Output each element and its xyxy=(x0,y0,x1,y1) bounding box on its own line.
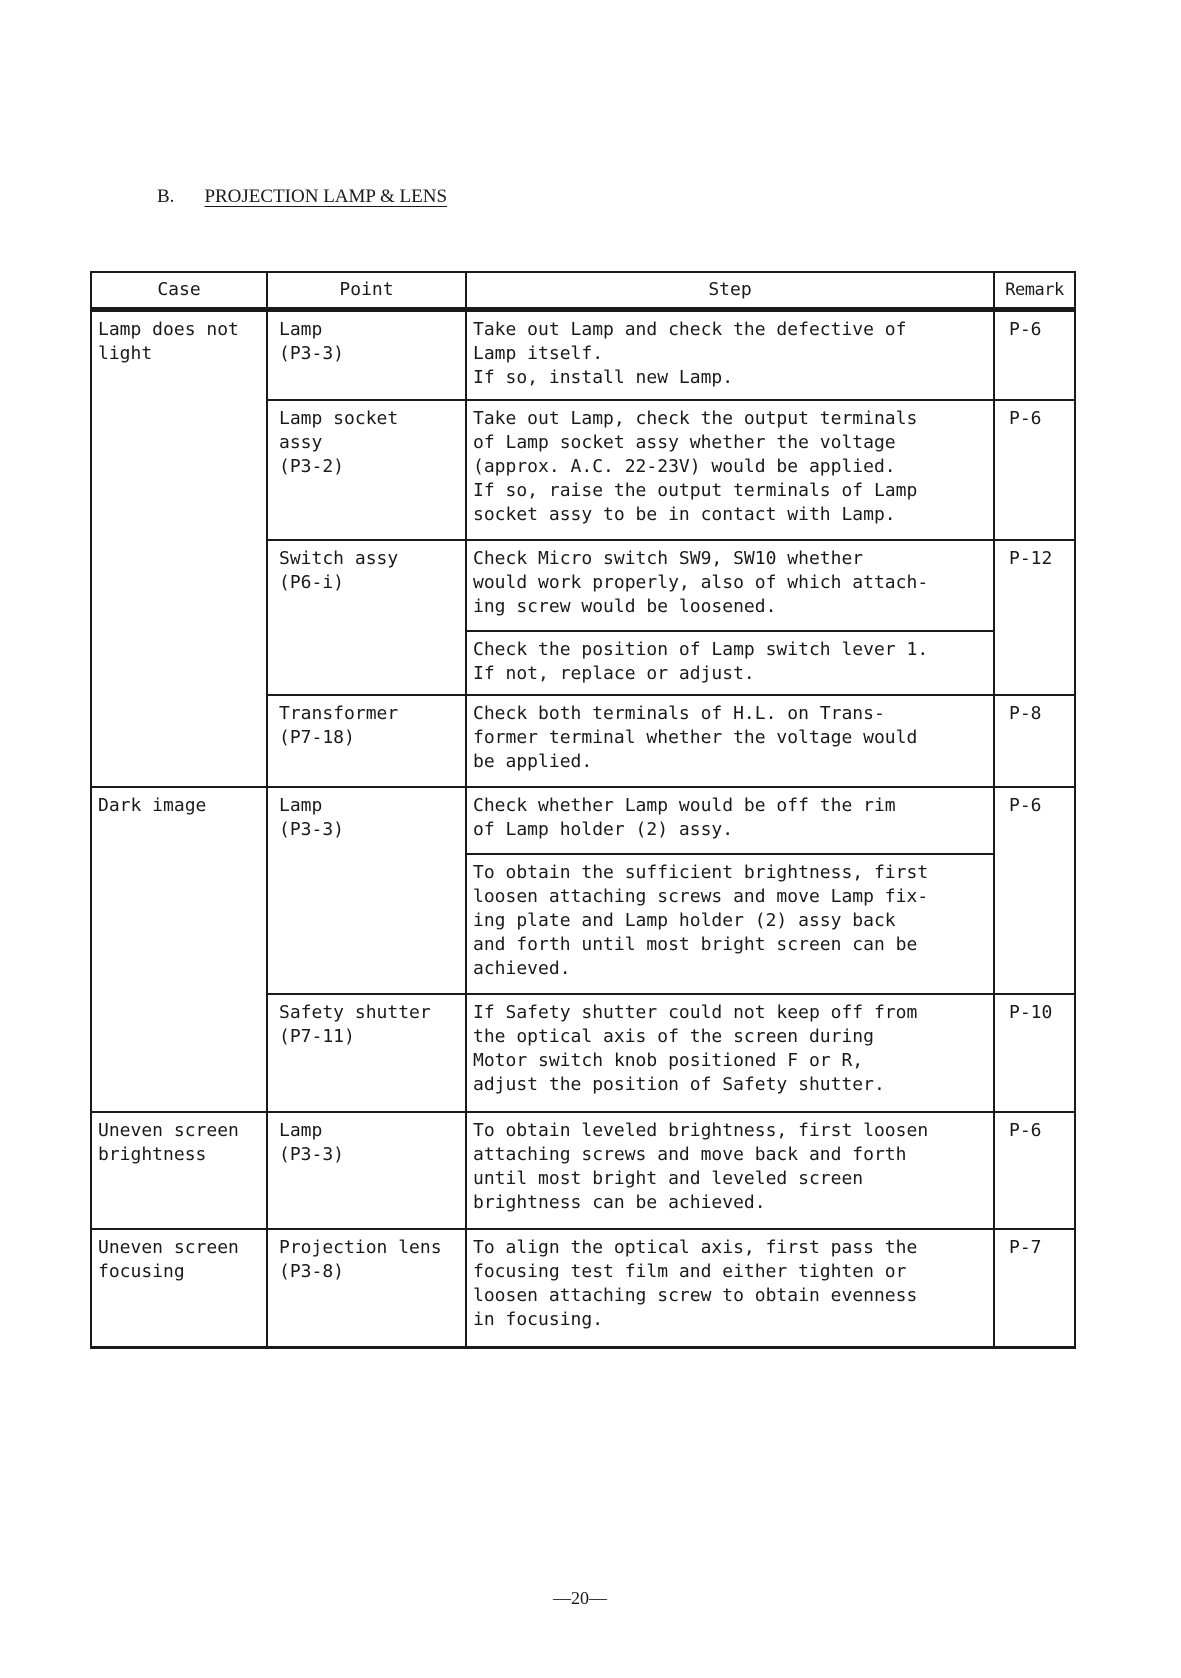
step-cell: Take out Lamp and check the defective of Lamp itself. If so, install new Lamp. xyxy=(466,310,994,400)
point-cell: Projection lens (P3-8) xyxy=(267,1229,466,1348)
case-cell: Uneven screen brightness xyxy=(91,1112,267,1229)
point-cell: Lamp (P3-3) xyxy=(267,1112,466,1229)
step-cell: To obtain the sufficient brightness, first loosen attaching screws and move Lamp fix- ing plate and Lamp holder (2) assy back and forth until most bright screen can be achieved. xyxy=(466,854,994,994)
page-number: —20— xyxy=(553,1588,607,1608)
step-cell: Take out Lamp, check the output terminals of Lamp socket assy whether the voltage (approx. A.C. 22-23V) would be applied. If so, raise the output terminals of Lamp socket assy to be in contact with Lamp. xyxy=(466,400,994,540)
remark-cell: P-6 xyxy=(994,787,1075,994)
remark-cell: P-8 xyxy=(994,695,1075,787)
table-row xyxy=(91,310,1075,400)
troubleshooting-table xyxy=(90,271,1076,1349)
header-point: Point xyxy=(267,272,466,310)
case-cell: Uneven screen focusing xyxy=(91,1229,267,1348)
point-cell: Safety shutter (P7-11) xyxy=(267,994,466,1112)
step-cell: To obtain leveled brightness, first loosen attaching screws and move back and forth until most bright and leveled screen brightness can be achieved. xyxy=(466,1112,994,1229)
table-row xyxy=(91,1229,1075,1348)
step-cell: Check the position of Lamp switch lever 1. If not, replace or adjust. xyxy=(466,631,994,695)
point-cell: Lamp (P3-3) xyxy=(267,787,466,994)
point-cell: Lamp socket assy (P3-2) xyxy=(267,400,466,540)
remark-cell: P-7 xyxy=(994,1229,1075,1348)
section-letter: B. xyxy=(157,186,175,207)
table-row xyxy=(91,1112,1075,1229)
case-cell: Lamp does not light xyxy=(91,310,267,787)
case-cell: Dark image xyxy=(91,787,267,1112)
point-cell: Transformer (P7-18) xyxy=(267,695,466,787)
step-cell: To align the optical axis, first pass the focusing test film and either tighten or loosen attaching screw to obtain evenness in focusing. xyxy=(466,1229,994,1348)
table-header-row xyxy=(91,272,1075,310)
step-cell: Check Micro switch SW9, SW10 whether would work properly, also of which attach- ing screw would be loosened. xyxy=(466,540,994,631)
step-cell: If Safety shutter could not keep off from the optical axis of the screen during Motor switch knob positioned F or R, adjust the position of Safety shutter. xyxy=(466,994,994,1112)
header-remark: Remark xyxy=(994,272,1075,310)
remark-cell: P-6 xyxy=(994,400,1075,540)
remark-cell: P-6 xyxy=(994,310,1075,400)
step-cell: Check both terminals of H.L. on Trans- former terminal whether the voltage would be applied. xyxy=(466,695,994,787)
remark-cell: P-6 xyxy=(994,1112,1075,1229)
table-row xyxy=(91,787,1075,854)
step-cell: Check whether Lamp would be off the rim of Lamp holder (2) assy. xyxy=(466,787,994,854)
header-step: Step xyxy=(466,272,994,310)
section-title: PROJECTION LAMP & LENS xyxy=(204,186,448,207)
section-heading xyxy=(157,186,447,208)
point-cell: Lamp (P3-3) xyxy=(267,310,466,400)
header-case: Case xyxy=(91,272,267,310)
remark-cell: P-12 xyxy=(994,540,1075,695)
point-cell: Switch assy (P6-i) xyxy=(267,540,466,695)
remark-cell: P-10 xyxy=(994,994,1075,1112)
